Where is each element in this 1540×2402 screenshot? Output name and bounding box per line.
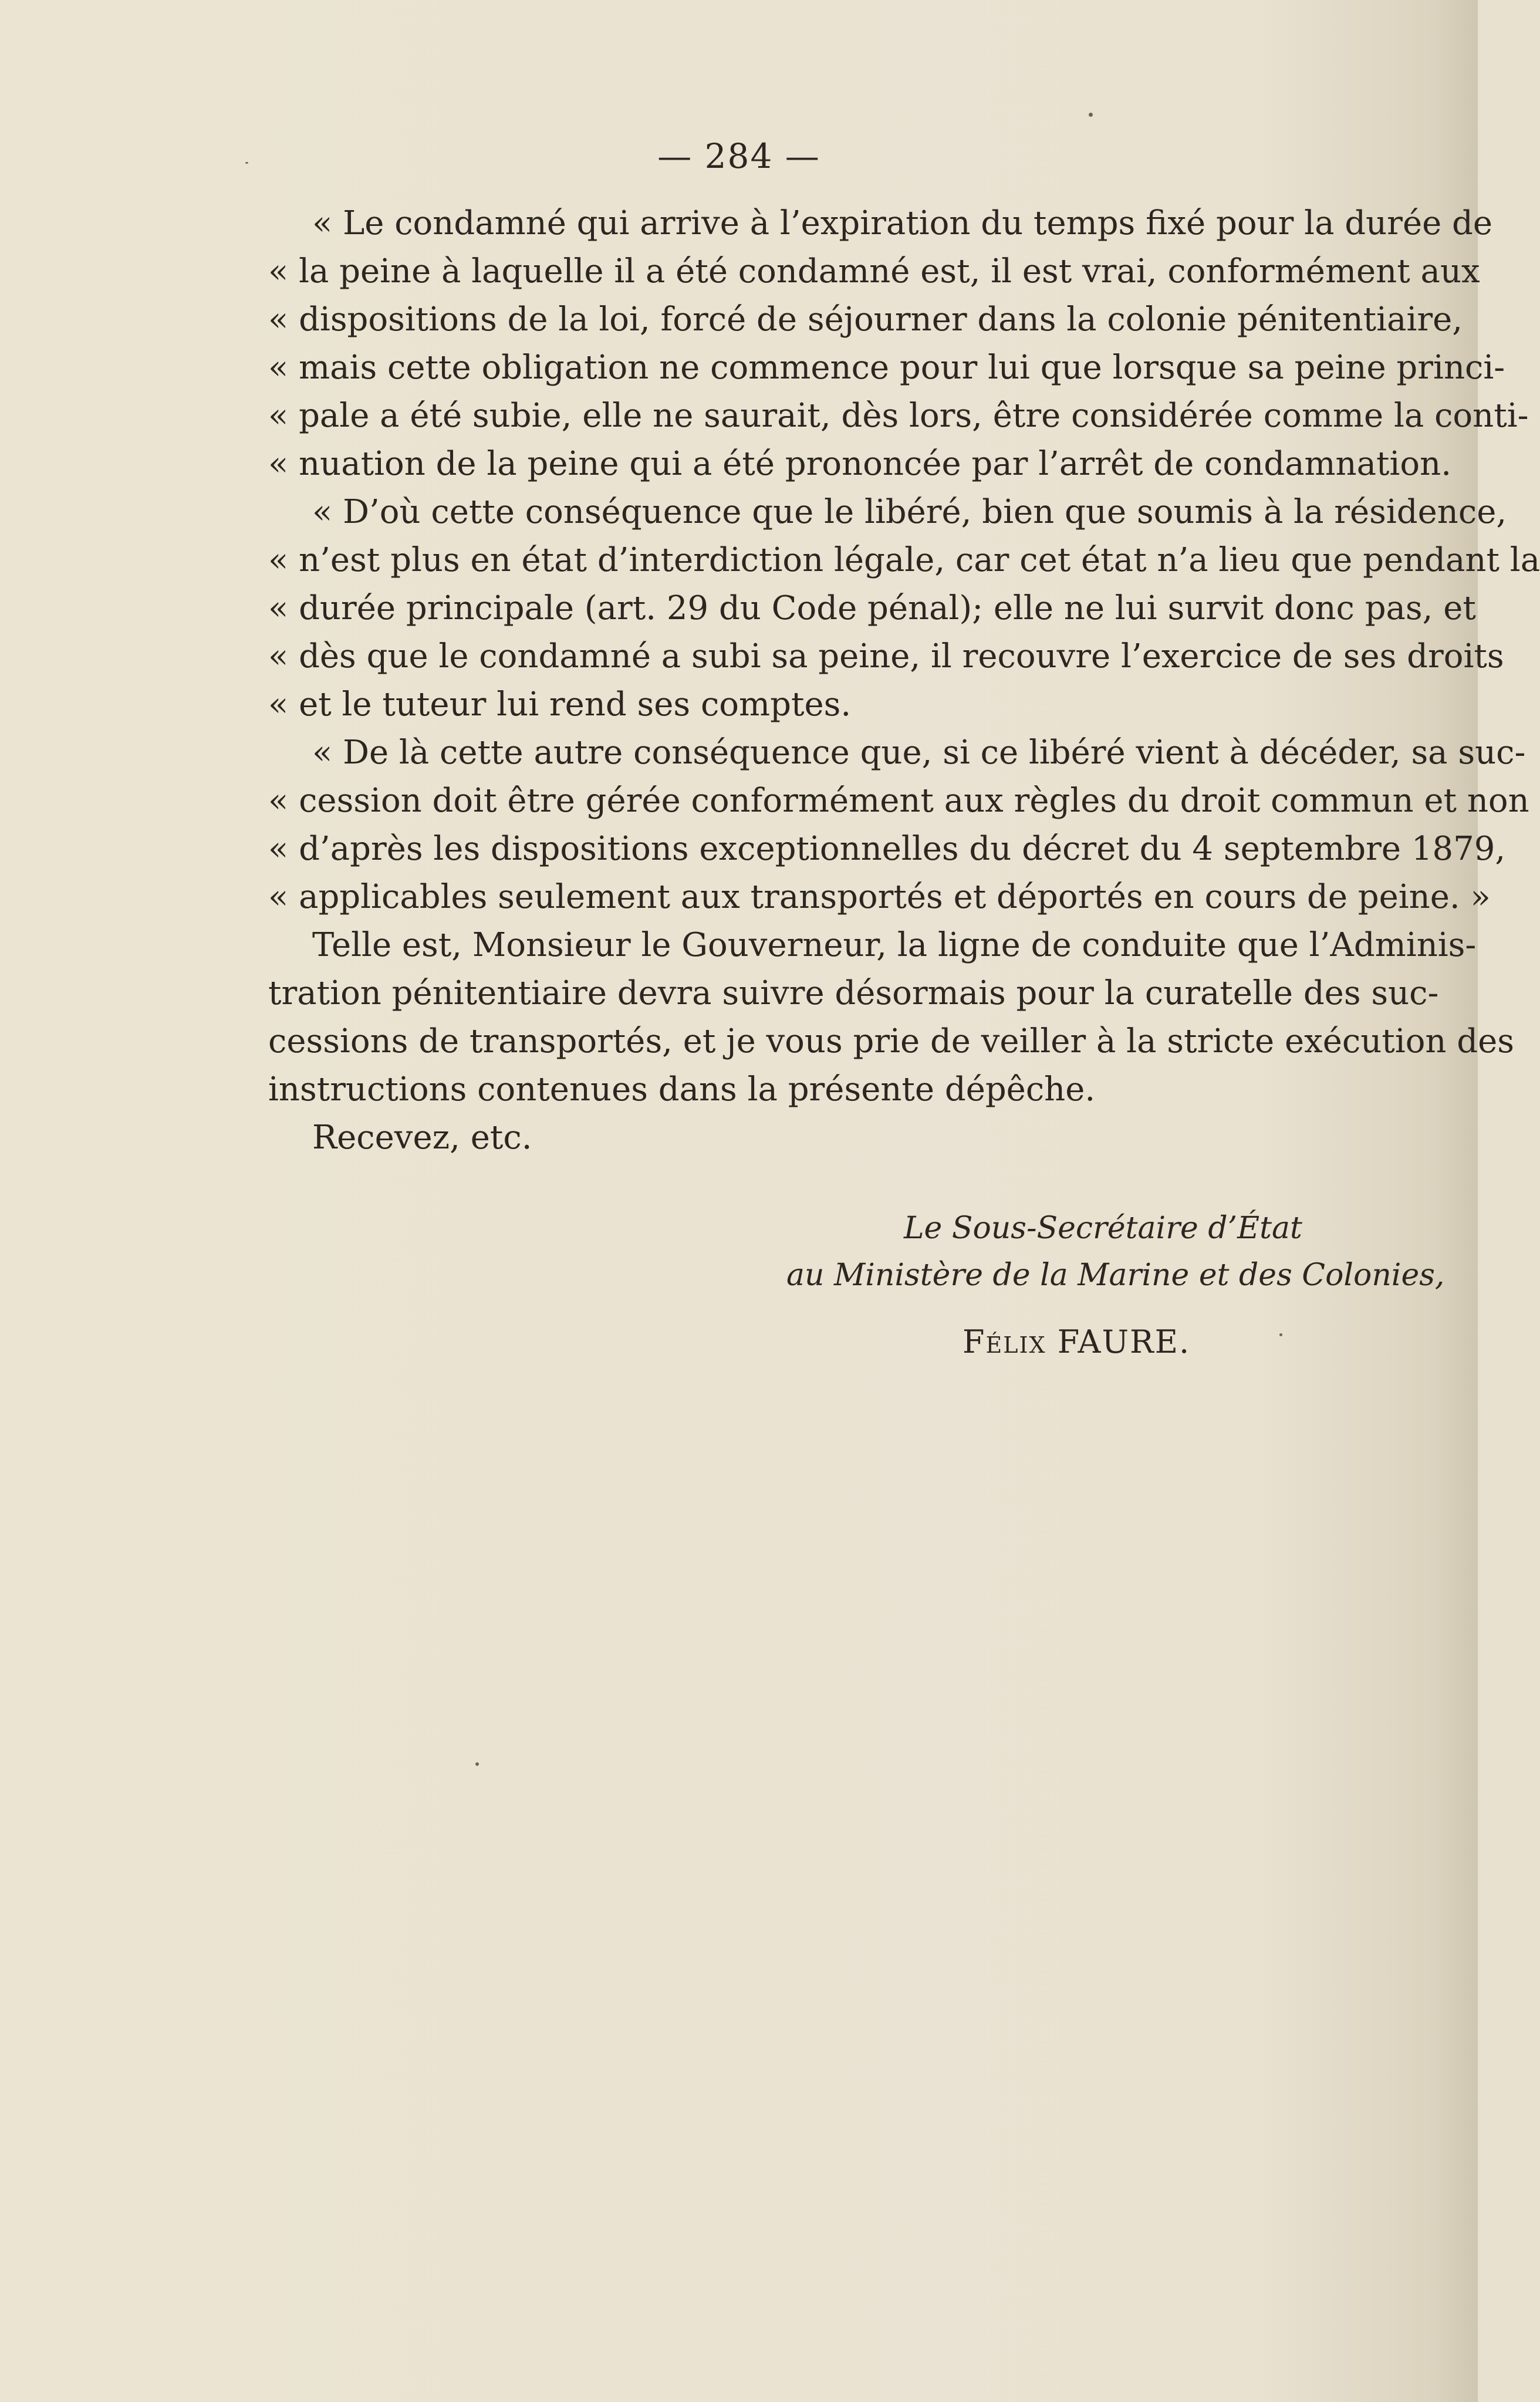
signature-ministry: au Ministère de la Marine et des Colonies,: [786, 1258, 1445, 1293]
text-line: « dispositions de la loi, forcé de séjourner dans la colonie pénitentiaire,: [268, 300, 1463, 339]
text-line: « D’où cette conséquence que le libéré, bien que soumis à la résidence,: [312, 493, 1507, 531]
text-line: « Le condamné qui arrive à l’expiration du temps fixé pour la durée de: [312, 204, 1493, 242]
text-line: Telle est, Monsieur le Gouverneur, la ligne de conduite que l’Adminis-: [312, 926, 1477, 964]
signature-title: Le Sous-Secrétaire d’État: [904, 1211, 1302, 1246]
signature-name: [962, 1323, 1190, 1360]
text-line: « durée principale (art. 29 du Code pénal); elle ne lui survit donc pas, et: [268, 589, 1476, 627]
paper-speck: [1279, 1333, 1282, 1336]
text-line: « et le tuteur lui rend ses comptes.: [268, 685, 852, 724]
page-number: — 284 —: [657, 136, 820, 176]
text-line: « mais cette obligation ne commence pour lui que lorsque sa peine princi-: [268, 349, 1505, 387]
closing-line: Recevez, etc.: [312, 1119, 532, 1157]
text-line: « De là cette autre conséquence que, si ce libéré vient à décéder, sa suc-: [312, 734, 1526, 772]
paper-speck: [475, 1762, 479, 1766]
signature-last-name: FAURE.: [1057, 1323, 1191, 1360]
text-line: tration pénitentiaire devra suivre désormais pour la curatelle des suc-: [268, 974, 1439, 1012]
text-line: « cession doit être gérée conformément aux règles du droit commun et non: [268, 782, 1529, 820]
text-line: « nuation de la peine qui a été prononcée par l’arrêt de condamnation.: [268, 445, 1451, 483]
text-line: cessions de transportés, et je vous prie de veiller à la stricte exécution des: [268, 1022, 1514, 1060]
paper-speck: [1089, 113, 1093, 117]
paper-speck: [245, 162, 248, 164]
text-line: « d’après les dispositions exceptionnelles du décret du 4 septembre 1879,: [268, 830, 1506, 868]
text-line: « n’est plus en état d’interdiction légale, car cet état n’a lieu que pendant la: [268, 541, 1540, 579]
text-line: « dès que le condamné a subi sa peine, il recouvre l’exercice de ses droits: [268, 637, 1504, 675]
signature-first-name: Félix: [962, 1323, 1046, 1360]
body-text: [268, 200, 1540, 1162]
text-line: « pale a été subie, elle ne saurait, dès lors, être considérée comme la conti-: [268, 397, 1529, 435]
text-line: instructions contenues dans la présente dépêche.: [268, 1070, 1096, 1109]
text-line: « applicables seulement aux transportés et déportés en cours de peine. »: [268, 878, 1491, 916]
text-line: « la peine à laquelle il a été condamné est, il est vrai, conformément aux: [268, 252, 1480, 290]
